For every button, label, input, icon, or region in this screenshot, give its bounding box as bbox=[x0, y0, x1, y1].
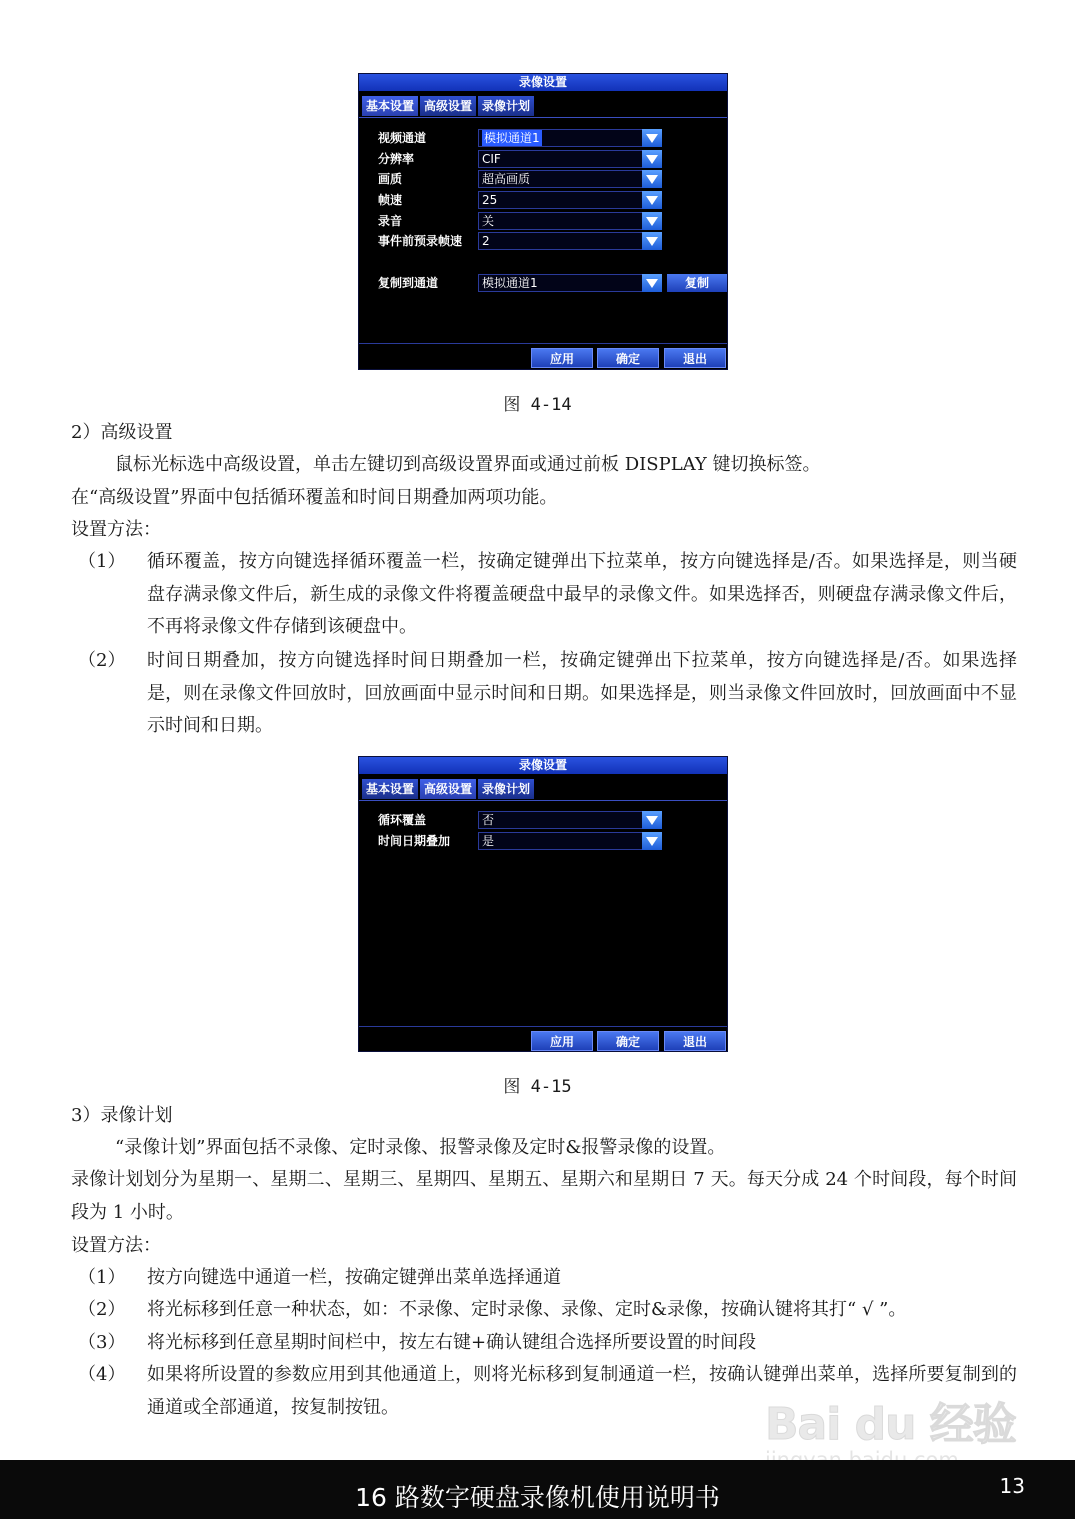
field-label: 画质 bbox=[378, 172, 403, 186]
tab-divider bbox=[359, 117, 727, 118]
list-item-text: 如果将所设置的参数应用到其他通道上，则将光标移到复制通道一栏，按确认键弹出菜单，选择所要复制到的通道或全部通道，按复制按钮。 bbox=[147, 1364, 1017, 1418]
dropdown-arrow-icon[interactable] bbox=[642, 212, 662, 230]
record-settings-dialog-advanced bbox=[358, 756, 728, 1052]
section-heading-advanced: 2）高级设置 bbox=[71, 422, 173, 443]
list-item-text: 按方向键选中通道一栏，按确定键弹出菜单选择通道 bbox=[147, 1267, 561, 1288]
apply-button[interactable]: 应用 bbox=[531, 1031, 593, 1051]
tab-record-schedule[interactable]: 录像计划 bbox=[478, 779, 534, 799]
ok-button[interactable]: 确定 bbox=[597, 348, 659, 368]
method-label: 设置方法： bbox=[71, 1235, 161, 1256]
field-label: 帧速 bbox=[378, 193, 403, 207]
datetime-overlay-select[interactable] bbox=[478, 832, 662, 850]
select-value: 否 bbox=[482, 813, 495, 827]
dropdown-arrow-icon[interactable] bbox=[642, 170, 662, 188]
ok-button[interactable]: 确定 bbox=[597, 1031, 659, 1051]
exit-button[interactable]: 退出 bbox=[664, 1031, 726, 1051]
field-label: 时间日期叠加 bbox=[378, 834, 451, 848]
field-row-copy-to-channel bbox=[359, 273, 728, 293]
paragraph: 鼠标光标选中高级设置，单击左键切到高级设置界面或通过前板 DISPLAY 键切换标签。 bbox=[115, 454, 821, 475]
dropdown-arrow-icon[interactable] bbox=[642, 150, 662, 168]
pre-record-frame-rate-select[interactable] bbox=[478, 232, 662, 250]
tab-advanced-settings[interactable]: 高级设置 bbox=[420, 96, 476, 116]
field-row-frame-rate bbox=[359, 190, 728, 210]
field-label: 分辨率 bbox=[378, 152, 415, 166]
field-row-datetime-overlay bbox=[359, 831, 728, 851]
dropdown-arrow-icon[interactable] bbox=[642, 191, 662, 209]
list-item-text: 将光标移到任意星期时间栏中，按左右键+确认键组合选择所要设置的时间段 bbox=[147, 1332, 757, 1353]
field-label: 循环覆盖 bbox=[378, 813, 427, 827]
select-value: CIF bbox=[482, 152, 501, 166]
tab-record-schedule[interactable]: 录像计划 bbox=[478, 96, 534, 116]
exit-button[interactable]: 退出 bbox=[664, 348, 726, 368]
dropdown-arrow-icon[interactable] bbox=[642, 274, 662, 292]
tab-advanced-settings[interactable]: 高级设置 bbox=[420, 779, 476, 799]
baidu-jingyan-watermark bbox=[765, 1388, 1025, 1468]
field-row-quality bbox=[359, 169, 728, 189]
field-label: 复制到通道 bbox=[378, 276, 439, 290]
select-value: 关 bbox=[482, 214, 495, 228]
field-label: 事件前预录帧速 bbox=[378, 234, 463, 248]
list-number: （1） bbox=[78, 1267, 126, 1288]
frame-rate-select[interactable] bbox=[478, 191, 662, 209]
list-number: （2） bbox=[78, 1299, 126, 1320]
list-item-text: 时间日期叠加，按方向键选择时间日期叠加一栏，按确定键弹出下拉菜单，按方向键选择是/否。如果选择是，则在录像文件回放时，回放画面中显示时间和日期。如果选择是，则当录像文件回放时，回放画面中不显示时间和日期。 bbox=[147, 650, 1017, 736]
tab-divider bbox=[359, 800, 727, 801]
apply-button[interactable]: 应用 bbox=[531, 348, 593, 368]
dropdown-arrow-icon[interactable] bbox=[642, 832, 662, 850]
paragraph: “录像计划”界面包括不录像、定时录像、报警录像及定时&报警录像的设置。 bbox=[115, 1137, 726, 1158]
page-footer bbox=[0, 1460, 1075, 1519]
watermark-logo: Bai du 经验 bbox=[765, 1399, 1016, 1450]
tab-basic-settings[interactable]: 基本设置 bbox=[362, 779, 418, 799]
paragraph: 在“高级设置”界面中包括循环覆盖和时间日期叠加两项功能。 bbox=[71, 487, 558, 508]
footer-divider bbox=[359, 1026, 727, 1027]
list-number: （1） bbox=[78, 551, 126, 572]
field-row-resolution bbox=[359, 149, 728, 169]
loop-overwrite-select[interactable] bbox=[478, 811, 662, 829]
dialog-title: 录像设置 bbox=[359, 757, 727, 774]
dropdown-arrow-icon[interactable] bbox=[642, 811, 662, 829]
figure-caption-4-14: 图 4-14 bbox=[503, 395, 572, 415]
field-row-video-channel bbox=[359, 128, 728, 148]
dialog-title: 录像设置 bbox=[359, 74, 727, 91]
tab-basic-settings[interactable]: 基本设置 bbox=[362, 96, 418, 116]
field-label: 录音 bbox=[378, 214, 403, 228]
video-channel-select[interactable] bbox=[478, 129, 662, 147]
select-value: 是 bbox=[482, 834, 495, 848]
tab-bar bbox=[362, 779, 534, 799]
quality-select[interactable] bbox=[478, 170, 662, 188]
list-number: （2） bbox=[78, 650, 126, 671]
field-label: 视频通道 bbox=[378, 131, 427, 145]
list-number: （4） bbox=[78, 1364, 126, 1385]
list-number: （3） bbox=[78, 1332, 126, 1353]
field-row-audio bbox=[359, 211, 728, 231]
select-value: 25 bbox=[482, 193, 498, 207]
dropdown-arrow-icon[interactable] bbox=[642, 232, 662, 250]
select-value: 超高画质 bbox=[482, 172, 531, 186]
resolution-select[interactable] bbox=[478, 150, 662, 168]
select-value: 2 bbox=[482, 234, 490, 248]
page-number: 13 bbox=[999, 1474, 1025, 1498]
select-value: 模拟通道1 bbox=[484, 131, 540, 145]
copy-button[interactable]: 复制 bbox=[667, 274, 727, 292]
field-row-loop-overwrite bbox=[359, 810, 728, 830]
section-heading-schedule: 3）录像计划 bbox=[71, 1105, 173, 1126]
list-item-text: 将光标移到任意一种状态，如：不录像、定时录像、录像、定时&录像，按确认键将其打“ √ ”。 bbox=[147, 1299, 907, 1320]
manual-title: 16 路数字硬盘录像机使用说明书 bbox=[355, 1483, 720, 1512]
select-value: 模拟通道1 bbox=[482, 276, 538, 290]
tab-bar bbox=[362, 96, 534, 116]
copy-to-channel-select[interactable] bbox=[478, 274, 662, 292]
record-settings-dialog-basic bbox=[358, 73, 728, 370]
dropdown-arrow-icon[interactable] bbox=[642, 129, 662, 147]
audio-select[interactable] bbox=[478, 212, 662, 230]
paragraph: 录像计划划分为星期一、星期二、星期三、星期四、星期五、星期六和星期日 7 天。每天分成 24 个时间段，每个时间段为 1 小时。 bbox=[71, 1169, 1017, 1223]
list-item-text: 循环覆盖，按方向键选择循环覆盖一栏，按确定键弹出下拉菜单，按方向键选择是/否。如果选择是，则当硬盘存满录像文件后，新生成的录像文件将覆盖硬盘中最早的录像文件。如果选择否，则硬盘存满录像文件后，不再将录像文件存储到该硬盘中。 bbox=[147, 551, 1017, 637]
footer-divider bbox=[359, 343, 727, 344]
method-label: 设置方法： bbox=[71, 519, 161, 540]
figure-caption-4-15: 图 4-15 bbox=[503, 1077, 572, 1097]
field-row-pre-record bbox=[359, 231, 728, 251]
